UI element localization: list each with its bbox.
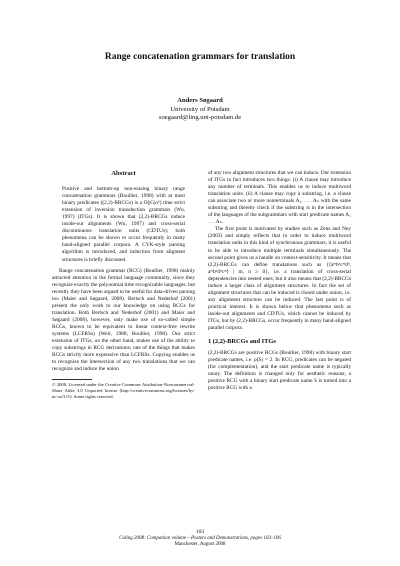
- body-paragraph-1: of any two alignment structures that we can induce. Our extension of ITGs in fact introduces two things: (i) A clause may introduce any number of terminals. This enables us to induce multiword translation units. (ii) A clause may copy a substring, i.e. a clause can associate two or more nonterminals A₁, . . . Aₙ with the same substring and thereby check if the substring is in the intersection of the languages of the subgrammars with start predicate names A₁ . . . Aₙ.: [208, 170, 351, 226]
- intro-paragraph: Range concatenation grammar (RCG) (Boullier, 1998) mainly attracted attention in the formal language community, since they recognize exactly the polynomial time recognizable languages, but recently they have been argued to be useful for data-driven parsing too (Maier and Søgaard, 2008). Bertsch and Nederhof (2001) present the only work to our knowledge on using RCGs for translation. Both Bertsch and Nederhof (2001) and Maier and Søgaard (2008), however, only make use of so-called simple RCGs, known to be equivalent to linear context-free rewrite systems (LCFRSs) (Weir, 1988; Boullier, 1998). Our strict extension of ITGs, on the other hand, makes use of the ability to copy substrings in RCG derivations; one of the things that makes RCGs strictly more expressive than LCFRSs. Copying enables us to recognize the intersection of any two translations that we can recognize and induce the union: [52, 267, 195, 373]
- page-number: 103: [195, 529, 205, 535]
- right-column: [208, 170, 351, 392]
- venue-line: Coling 2008: Companion volume – Posters and Demonstrations, pages 103–106: [119, 536, 281, 541]
- footnote-rule: [52, 379, 92, 380]
- author-name: Anders Søgaard: [177, 97, 223, 104]
- paper-title: Range concatenation grammars for translation: [104, 52, 296, 62]
- abstract-text: Positive and bottom-up non-erasing binary range concatenation grammars (Boullier, 1998) with at most binary predicates ((2,2)-BRCGs) is a O(|G|n⁶) time strict extension of inversion transduction grammars (Wu, 1997) (ITGs). It is shown that (2,2)-BRCGs induce inside-out alignments (Wu, 1997) and cross-serial discontinuous translation units (CDTUs); both phenomena can be shown to occur frequently in many hand-aligned parallel corpora. A CYK-style parsing algorithm is introduced, and induction from aligment structures is briefly discussed.: [62, 186, 185, 263]
- author-affiliation: University of Potsdam: [170, 105, 230, 113]
- abstract: [52, 186, 195, 264]
- left-column: [52, 170, 195, 400]
- section-text: (2,2)-BRCGs are positive RCGs (Boullier, 1998) with binary start predicate names, i.e. ρ(S) = 2. In RCG, predicates can be negated (for complementation), and the start predicate name is typically unary. The definition is changed only for aesthetic reasons; a positive RCG with a binary start predicate name S is turned into a positive RCG with a: [208, 350, 351, 392]
- section-heading: 1 (2,2)-BRCGs and ITGs: [208, 338, 276, 346]
- license-footnote: © 2008. Licensed under the Creative Commons Attribution-Noncommercial-Share Alike 3.0 Unported license (http://creativecommons.org/licenses/by-nc-sa/3.0/). Some rights reserved.: [52, 382, 195, 399]
- author-block: [0, 97, 400, 123]
- author-email: soegaard@ling.uni-potsdam.de: [158, 114, 242, 122]
- abstract-heading: Abstract: [111, 170, 136, 177]
- body-paragraph-2: The first point is motivated by studies such as Zens and Ney (2003) and simply reflects that in order to induce multiword translation units in this kind of synchronous grammars, it is useful to be able to introduce multiple terminals simultaneously. The second point gives us a handle on context-sensitivity. It means that (2,2)-BRCGs can define translations such as {⟨aᵐbⁿcᵐdⁿ, aᵐbⁿdⁿcᵐ⟩ | m, n ≥ 0}, i.e. a translation of cross-serial dependencies into nested ones; but it also means that (2,2)-BRCGs induce a larger class of alignment structures. In fact the set of alignment structures that can be induced is closed under union, i.e. any alignment structure can be induced. The last point is of practical interest. It is shown below that phenomena such as inside-out alignments and CDTUs, which cannot be induced by ITGs, but by (2,2)-BRCGs, occur frequently in many hand-aligned parallel corpora.: [208, 226, 351, 332]
- venue-place: Manchester, August 2008: [174, 542, 226, 547]
